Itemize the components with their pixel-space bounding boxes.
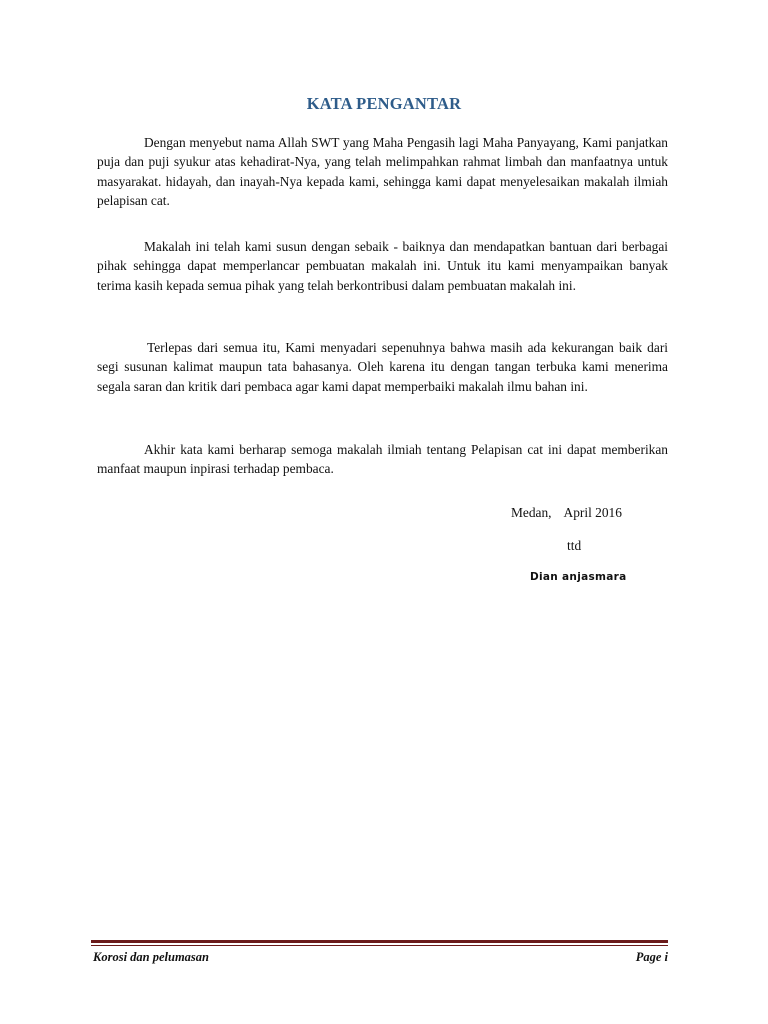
closing-date: April 2016 bbox=[563, 505, 622, 520]
paragraph-4: Akhir kata kami berharap semoga makalah ilmiah tentang Pelapisan cat ini dapat memberikan manfaat maupun inpirasi terhadap pembaca. bbox=[97, 442, 668, 477]
footer-page-number: Page i bbox=[635, 950, 668, 964]
closing-place: Medan, bbox=[511, 505, 552, 520]
signature-mark: ttd bbox=[567, 538, 582, 553]
footer-divider bbox=[91, 940, 668, 946]
paragraph-1: Dengan menyebut nama Allah SWT yang Maha Pengasih lagi Maha Panyayang, Kami panjatkan puja dan puji syukur atas kehadirat-Nya, yang telah melimpahkan rahmat limbah dan manfaatnya untuk masyarakat. hidayah, dan inayah-Nya kepada kami, sehingga kami dapat menyelesaikan makalah ilmiah pelapisan cat. bbox=[97, 135, 668, 208]
footer-course-title: Korosi dan pelumasan bbox=[93, 950, 210, 964]
paragraph-2: Makalah ini telah kami susun dengan sebaik - baiknya dan mendapatkan bantuan dari berbagai pihak sehingga dapat memperlancar pembuatan makalah ini. Untuk itu kami menyampaikan banyak terima kasih kepada semua pihak yang telah berkontribusi dalam pembuatan makalah ini. bbox=[97, 239, 668, 293]
paragraph-3: Terlepas dari semua itu, Kami menyadari sepenuhnya bahwa masih ada kekurangan baik dari segi susunan kalimat maupun tata bahasanya. Oleh karena itu dengan tangan terbuka kami menerima segala saran dan kritik dari pembaca agar kami dapat memperbaiki makalah ilmu bahan ini. bbox=[97, 340, 668, 394]
footer-rule-thin bbox=[91, 945, 668, 946]
footer-rule-thick bbox=[91, 940, 668, 943]
page-title: KATA PENGANTAR bbox=[306, 94, 462, 113]
place-and-date bbox=[511, 505, 622, 521]
signer-name: Dian anjasmara bbox=[530, 571, 627, 583]
